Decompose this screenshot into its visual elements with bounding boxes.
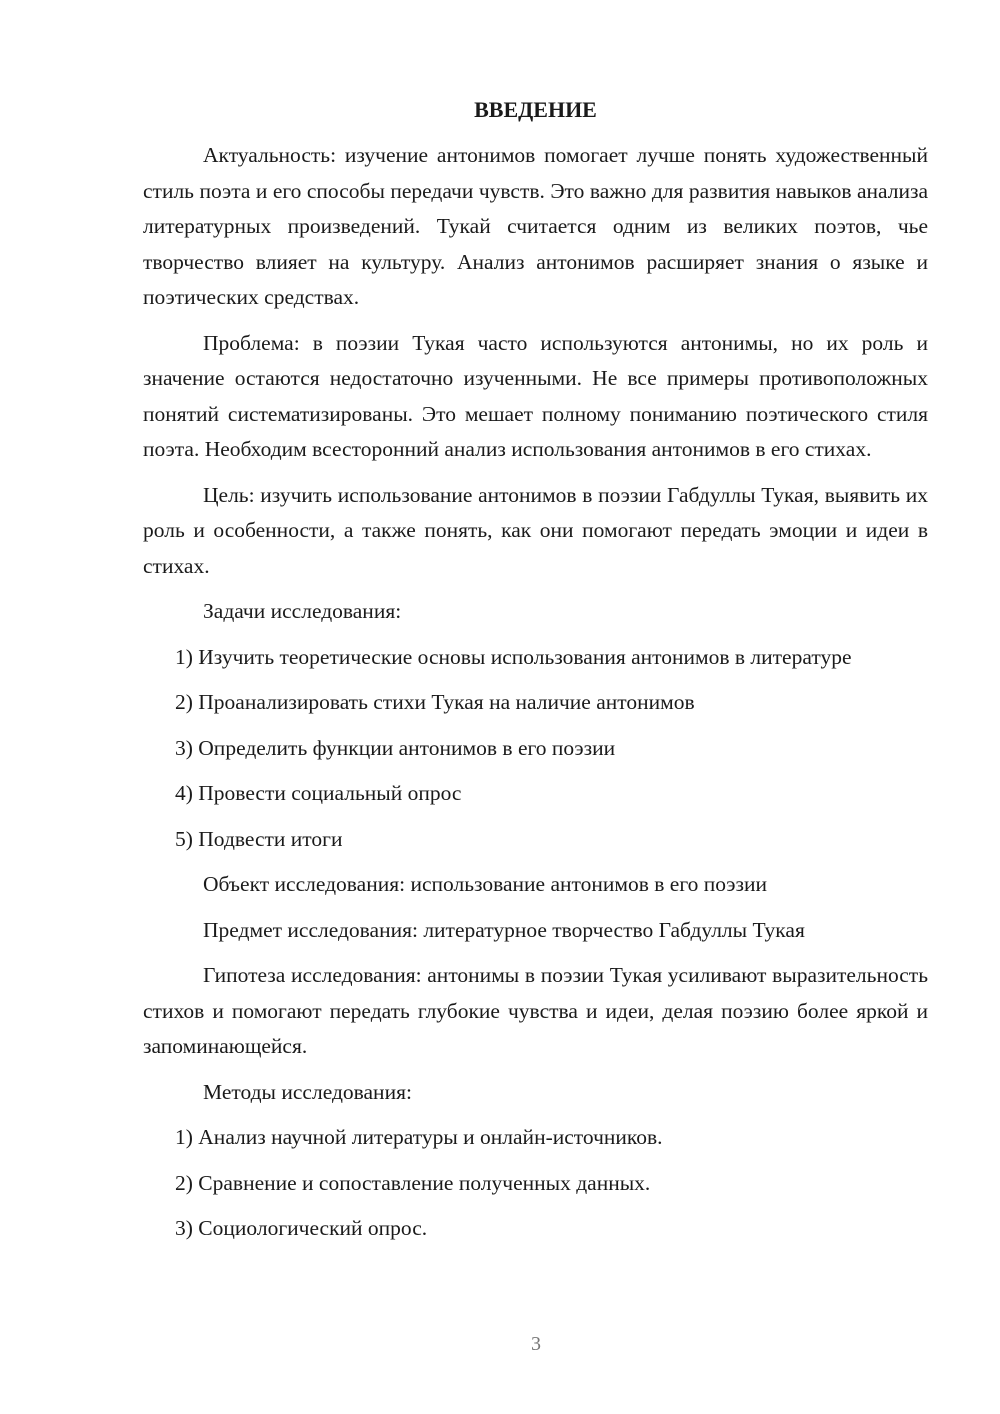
problem-paragraph: Проблема: в поэзии Тукая часто используются антонимы, но их роль и значение остаются недостаточно изученными. Не все примеры противоположных понятий систематизированы. Это мешает полному пониманию поэтического стиля поэта. Необходим всесторонний анализ использования антонимов в его стихах. bbox=[143, 330, 928, 461]
document-page bbox=[143, 96, 928, 1257]
method-item-1: 1) Анализ научной литературы и онлайн-источников. bbox=[175, 1125, 663, 1149]
task-item-2: 2) Проанализировать стихи Тукая на наличие антонимов bbox=[175, 690, 695, 714]
task-item-5: 5) Подвести итоги bbox=[175, 826, 343, 851]
research-subject: Предмет исследования: литературное творчество Габдуллы Тукая bbox=[203, 917, 805, 942]
goal-paragraph: Цель: изучить использование антонимов в поэзии Габдуллы Тукая, выявить их роль и особенности, а также понять, как они помогают передать эмоции и идеи в стихах. bbox=[143, 482, 928, 578]
relevance-paragraph: Актуальность: изучение антонимов помогает лучше понять художественный стиль поэта и его способы передачи чувств. Это важно для развития навыков анализа литературных произведений. Тукай считается одним из великих поэтов, чье творчество влияет на культуру. Анализ антонимов расширяет знания о языке и поэтических средствах. bbox=[143, 143, 928, 309]
method-item-3: 3) Социологический опрос. bbox=[175, 1216, 428, 1240]
task-item-3: 3) Определить функции антонимов в его поэзии bbox=[175, 735, 616, 760]
method-item-2: 2) Сравнение и сопоставление полученных данных. bbox=[175, 1170, 651, 1195]
task-item-4: 4) Провести социальный опрос bbox=[175, 781, 462, 805]
hypothesis-paragraph: Гипотеза исследования: антонимы в поэзии Тукая усиливают выразительность стихов и помогают передать глубокие чувства и идеи, делая поэзию более яркой и запоминающейся. bbox=[143, 963, 928, 1058]
task-item-1: 1) Изучить теоретические основы использования антонимов в литературе bbox=[175, 644, 852, 669]
tasks-heading: Задачи исследования: bbox=[203, 599, 402, 623]
page-number: 3 bbox=[531, 1333, 541, 1355]
section-title: ВВЕДЕНИЕ bbox=[474, 97, 597, 122]
methods-heading: Методы исследования: bbox=[203, 1079, 412, 1104]
research-object: Объект исследования: использование антонимов в его поэзии bbox=[203, 872, 767, 896]
